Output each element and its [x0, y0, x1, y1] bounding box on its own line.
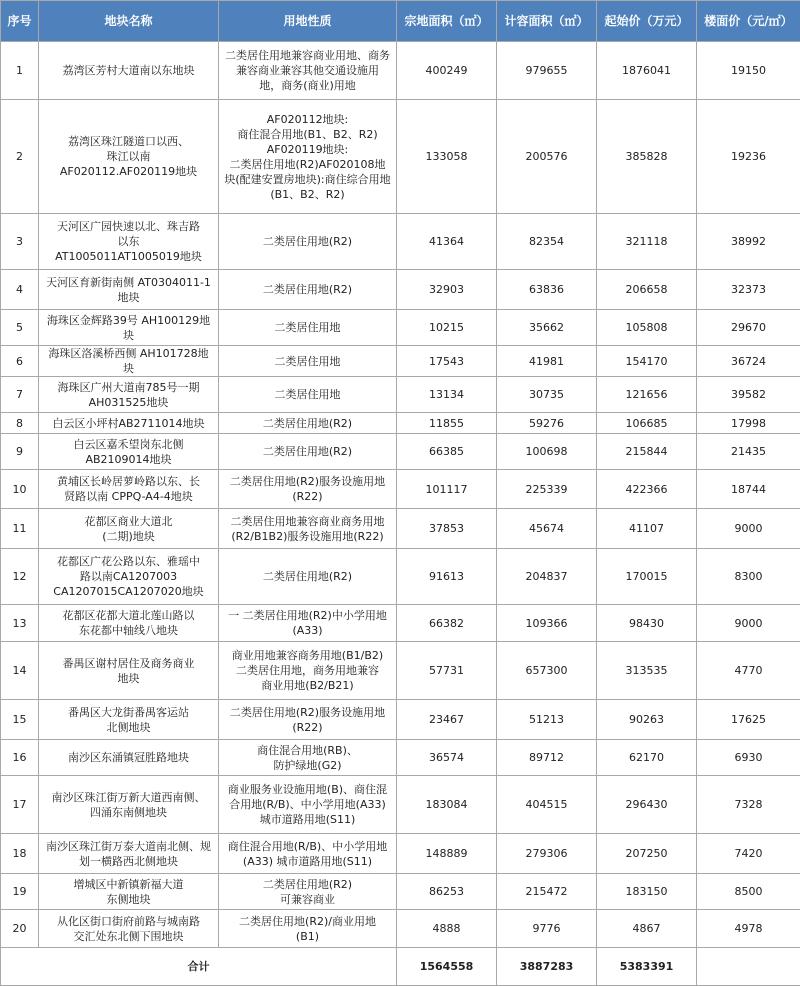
cell-use: 商业服务业设施用地(B)、商住混 合用地(R/B)、中小学用地(A33) 城市道路用地(S11) [219, 776, 397, 834]
cell-start-price: 206658 [597, 270, 697, 310]
cell-floor-area: 109366 [497, 605, 597, 642]
total-unit-price [697, 948, 800, 986]
cell-start-price: 170015 [597, 549, 697, 605]
cell-use: 二类居住用地(R2) [219, 413, 397, 434]
cell-use: 二类居住用地(R2) [219, 270, 397, 310]
cell-area: 37853 [397, 509, 497, 549]
table-row [1, 642, 800, 700]
cell-start-price: 90263 [597, 700, 697, 740]
cell-start-price: 183150 [597, 874, 697, 910]
cell-area: 41364 [397, 214, 497, 270]
cell-use: 二类居住用地兼容商业商务用地 (R2/B1B2)服务设施用地(R22) [219, 509, 397, 549]
cell-start-price: 62170 [597, 740, 697, 776]
cell-no: 18 [1, 834, 39, 874]
cell-no: 17 [1, 776, 39, 834]
cell-area: 133058 [397, 100, 497, 214]
cell-area: 13134 [397, 377, 497, 413]
table-row [1, 605, 800, 642]
cell-area: 23467 [397, 700, 497, 740]
cell-unit-price: 39582 [697, 377, 800, 413]
cell-name: 花都区商业大道北 (二期)地块 [39, 509, 219, 549]
cell-use: 二类居住用地(R2)/商业用地 (B1) [219, 910, 397, 948]
cell-unit-price: 29670 [697, 310, 800, 346]
cell-use: 二类居住用地(R2) [219, 434, 397, 470]
cell-use: 二类居住用地 [219, 377, 397, 413]
cell-unit-price: 8300 [697, 549, 800, 605]
cell-no: 14 [1, 642, 39, 700]
cell-unit-price: 9000 [697, 509, 800, 549]
table-row [1, 549, 800, 605]
cell-name: 番禺区谢村居住及商务商业 地块 [39, 642, 219, 700]
cell-name: 南沙区珠江街万新大道西南侧、 四涌东南侧地块 [39, 776, 219, 834]
total-label: 合计 [1, 948, 397, 986]
cell-name: 花都区花都大道北莲山路以 东花都中轴线八地块 [39, 605, 219, 642]
cell-area: 11855 [397, 413, 497, 434]
cell-floor-area: 35662 [497, 310, 597, 346]
header-start-price: 起始价（万元） [597, 1, 697, 42]
cell-no: 2 [1, 100, 39, 214]
table-row [1, 874, 800, 910]
cell-floor-area: 51213 [497, 700, 597, 740]
cell-start-price: 207250 [597, 834, 697, 874]
cell-floor-area: 9776 [497, 910, 597, 948]
cell-no: 1 [1, 42, 39, 100]
cell-use: 二类居住用地(R2) [219, 549, 397, 605]
cell-use: 商住混合用地(RB)、 防护绿地(G2) [219, 740, 397, 776]
header-area: 宗地面积（㎡） [397, 1, 497, 42]
cell-unit-price: 17625 [697, 700, 800, 740]
cell-floor-area: 59276 [497, 413, 597, 434]
cell-unit-price: 7420 [697, 834, 800, 874]
table-row [1, 42, 800, 100]
table-row [1, 346, 800, 377]
cell-floor-area: 45674 [497, 509, 597, 549]
header-floor-area: 计容面积（㎡） [497, 1, 597, 42]
cell-no: 6 [1, 346, 39, 377]
cell-start-price: 98430 [597, 605, 697, 642]
cell-start-price: 121656 [597, 377, 697, 413]
cell-unit-price: 21435 [697, 434, 800, 470]
total-start-price: 5383391 [597, 948, 697, 986]
cell-start-price: 105808 [597, 310, 697, 346]
cell-name: 海珠区金辉路39号 AH100129地 块 [39, 310, 219, 346]
cell-use: 二类居住用地 [219, 310, 397, 346]
cell-no: 11 [1, 509, 39, 549]
cell-unit-price: 4770 [697, 642, 800, 700]
cell-name: 海珠区洛溪桥西侧 AH101728地块 [39, 346, 219, 377]
cell-floor-area: 204837 [497, 549, 597, 605]
cell-floor-area: 41981 [497, 346, 597, 377]
cell-start-price: 41107 [597, 509, 697, 549]
cell-floor-area: 225339 [497, 470, 597, 509]
cell-unit-price: 4978 [697, 910, 800, 948]
cell-name: 花都区广花公路以东、雅瑶中 路以南CA1207003 CA1207015CA1207020地块 [39, 549, 219, 605]
cell-no: 13 [1, 605, 39, 642]
cell-start-price: 215844 [597, 434, 697, 470]
cell-floor-area: 979655 [497, 42, 597, 100]
cell-floor-area: 657300 [497, 642, 597, 700]
cell-floor-area: 279306 [497, 834, 597, 874]
cell-unit-price: 38992 [697, 214, 800, 270]
cell-no: 8 [1, 413, 39, 434]
cell-use: 二类居住用地(R2) 可兼容商业 [219, 874, 397, 910]
cell-no: 5 [1, 310, 39, 346]
cell-no: 9 [1, 434, 39, 470]
cell-start-price: 154170 [597, 346, 697, 377]
cell-no: 10 [1, 470, 39, 509]
cell-start-price: 313535 [597, 642, 697, 700]
header-row [1, 1, 800, 42]
cell-name: 南沙区东涌镇冠胜路地块 [39, 740, 219, 776]
table-row [1, 214, 800, 270]
cell-unit-price: 17998 [697, 413, 800, 434]
cell-area: 91613 [397, 549, 497, 605]
cell-floor-area: 404515 [497, 776, 597, 834]
cell-no: 20 [1, 910, 39, 948]
cell-use: AF020112地块: 商住混合用地(B1、B2、R2) AF020119地块: 二类居住用地(R2)AF020108地 块(配建安置房地块):商住综合用地 (B1、B2、R2) [219, 100, 397, 214]
cell-name: 增城区中新镇新福大道 东侧地块 [39, 874, 219, 910]
table-row [1, 700, 800, 740]
header-no: 序号 [1, 1, 39, 42]
cell-area: 17543 [397, 346, 497, 377]
table-row [1, 377, 800, 413]
table-row [1, 740, 800, 776]
cell-name: 黄埔区长岭居萝岭路以东、长 贤路以南 CPPQ-A4-4地块 [39, 470, 219, 509]
table-row [1, 834, 800, 874]
cell-no: 4 [1, 270, 39, 310]
cell-start-price: 1876041 [597, 42, 697, 100]
header-unit-price: 楼面价（元/㎡） [697, 1, 800, 42]
total-floor-area: 3887283 [497, 948, 597, 986]
cell-unit-price: 19150 [697, 42, 800, 100]
table-row [1, 509, 800, 549]
table-row [1, 776, 800, 834]
total-area: 1564558 [397, 948, 497, 986]
cell-start-price: 4867 [597, 910, 697, 948]
cell-floor-area: 63836 [497, 270, 597, 310]
table-row [1, 470, 800, 509]
cell-floor-area: 30735 [497, 377, 597, 413]
cell-use: 二类居住用地(R2)服务设施用地 (R22) [219, 470, 397, 509]
cell-start-price: 385828 [597, 100, 697, 214]
cell-floor-area: 82354 [497, 214, 597, 270]
cell-area: 57731 [397, 642, 497, 700]
cell-start-price: 106685 [597, 413, 697, 434]
cell-name: 白云区小坪村AB2711014地块 [39, 413, 219, 434]
cell-use: 二类居住用地(R2) [219, 214, 397, 270]
cell-unit-price: 6930 [697, 740, 800, 776]
cell-floor-area: 89712 [497, 740, 597, 776]
cell-use: 二类居住用地 [219, 346, 397, 377]
cell-start-price: 296430 [597, 776, 697, 834]
cell-no: 3 [1, 214, 39, 270]
cell-start-price: 422366 [597, 470, 697, 509]
cell-area: 66382 [397, 605, 497, 642]
cell-no: 19 [1, 874, 39, 910]
header-use: 用地性质 [219, 1, 397, 42]
cell-area: 183084 [397, 776, 497, 834]
table-row [1, 910, 800, 948]
cell-use: 二类居住用地兼容商业用地、商务 兼容商业兼容其他交通设施用 地，商务(商业)用地 [219, 42, 397, 100]
cell-no: 12 [1, 549, 39, 605]
table-row [1, 413, 800, 434]
cell-name: 白云区嘉禾望岗东北侧 AB2109014地块 [39, 434, 219, 470]
total-row [1, 948, 800, 986]
cell-name: 荔湾区芳村大道南以东地块 [39, 42, 219, 100]
cell-area: 36574 [397, 740, 497, 776]
cell-area: 400249 [397, 42, 497, 100]
table-row [1, 100, 800, 214]
cell-name: 从化区街口街府前路与城南路 交汇处东北侧下围地块 [39, 910, 219, 948]
header-name: 地块名称 [39, 1, 219, 42]
table-row [1, 310, 800, 346]
cell-name: 南沙区珠江街万泰大道南北侧、规 划一横路西北侧地块 [39, 834, 219, 874]
cell-no: 16 [1, 740, 39, 776]
cell-use: 二类居住用地(R2)服务设施用地 (R22) [219, 700, 397, 740]
cell-floor-area: 100698 [497, 434, 597, 470]
cell-area: 32903 [397, 270, 497, 310]
table-row [1, 270, 800, 310]
cell-area: 101117 [397, 470, 497, 509]
cell-use: 商住混合用地(R/B)、中小学用地 (A33) 城市道路用地(S11) [219, 834, 397, 874]
cell-unit-price: 18744 [697, 470, 800, 509]
cell-unit-price: 9000 [697, 605, 800, 642]
cell-unit-price: 8500 [697, 874, 800, 910]
cell-name: 荔湾区珠江隧道口以西、 珠江以南 AF020112.AF020119地块 [39, 100, 219, 214]
cell-area: 86253 [397, 874, 497, 910]
cell-name: 天河区育新街南侧 AT0304011-1 地块 [39, 270, 219, 310]
cell-name: 海珠区广州大道南785号一期 AH031525地块 [39, 377, 219, 413]
cell-unit-price: 36724 [697, 346, 800, 377]
cell-area: 10215 [397, 310, 497, 346]
cell-start-price: 321118 [597, 214, 697, 270]
cell-no: 15 [1, 700, 39, 740]
cell-unit-price: 19236 [697, 100, 800, 214]
cell-unit-price: 32373 [697, 270, 800, 310]
cell-area: 148889 [397, 834, 497, 874]
cell-no: 7 [1, 377, 39, 413]
cell-area: 4888 [397, 910, 497, 948]
table-row [1, 434, 800, 470]
cell-floor-area: 215472 [497, 874, 597, 910]
cell-area: 66385 [397, 434, 497, 470]
cell-use: 商业用地兼容商务用地(B1/B2) 二类居住用地，商务用地兼容 商业用地(B2/B21) [219, 642, 397, 700]
cell-floor-area: 200576 [497, 100, 597, 214]
cell-unit-price: 7328 [697, 776, 800, 834]
cell-use: 一 二类居住用地(R2)中小学用地 (A33) [219, 605, 397, 642]
cell-name: 番禺区大龙街番禺客运站 北侧地块 [39, 700, 219, 740]
cell-name: 天河区广园快速以北、珠吉路 以东 AT1005011AT1005019地块 [39, 214, 219, 270]
